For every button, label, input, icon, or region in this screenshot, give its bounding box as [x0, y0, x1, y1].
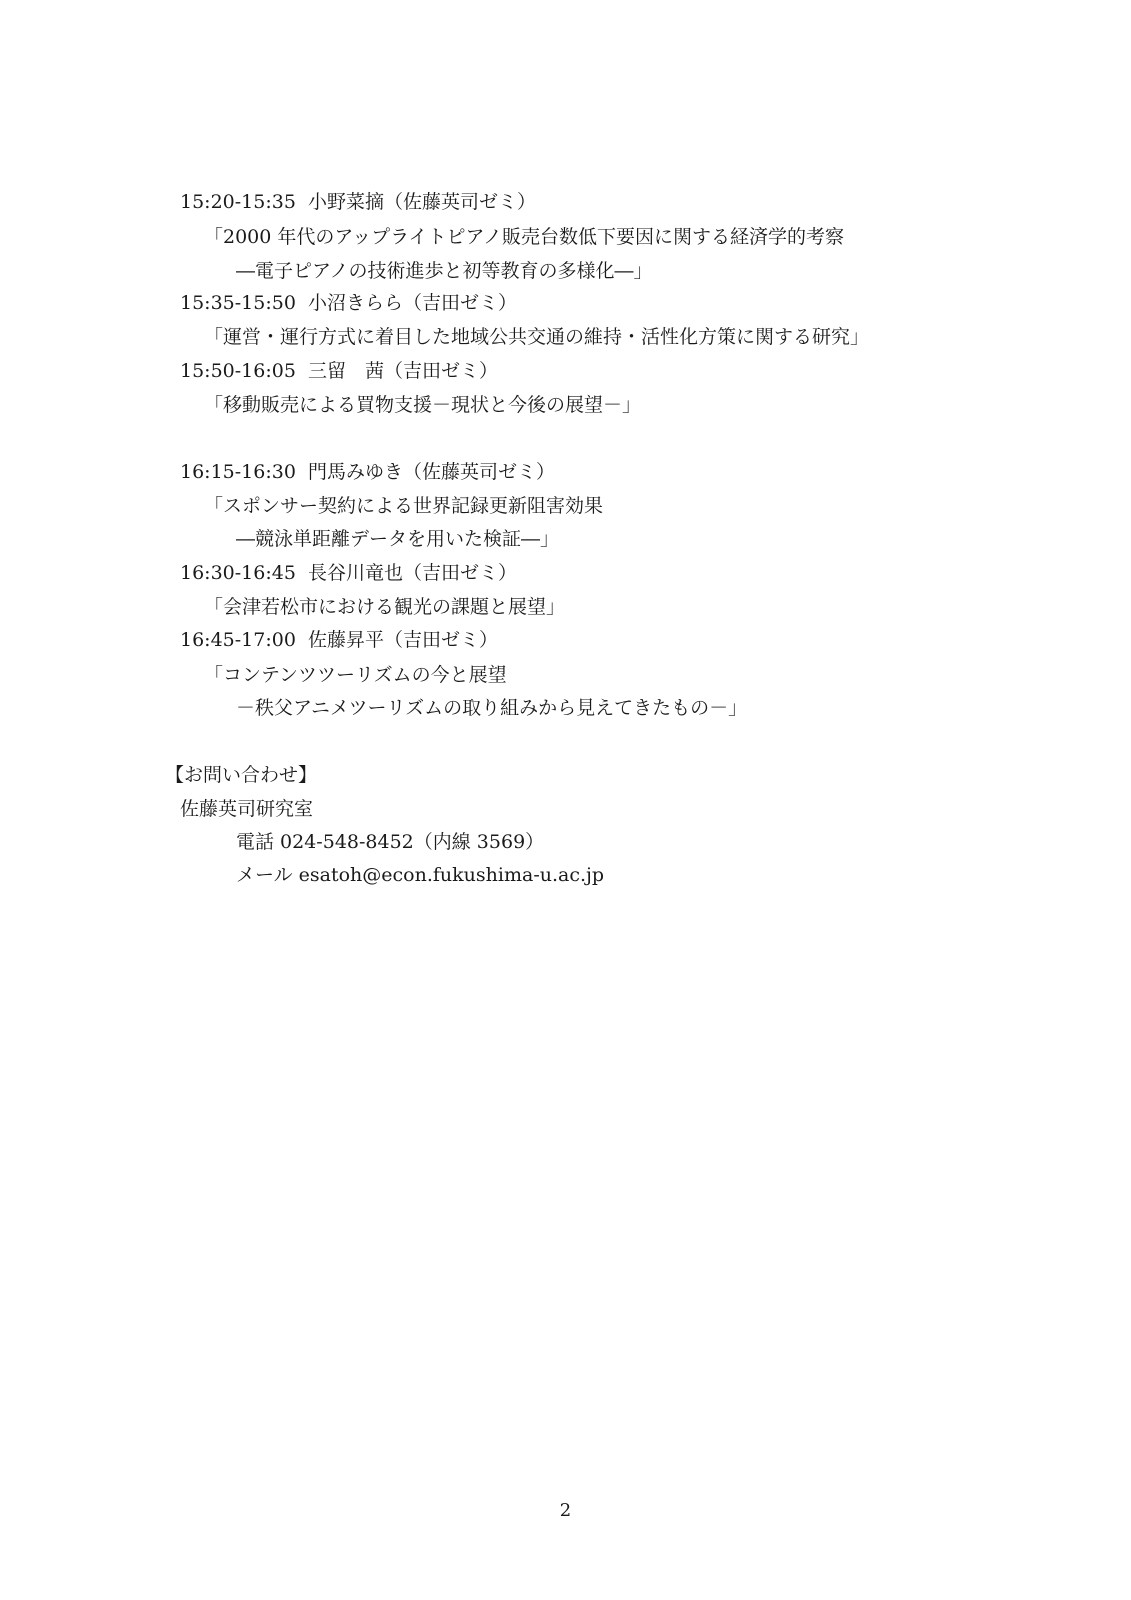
session-3-title-line-1: 「移動販売による買物支援－現状と今後の展望－」 — [204, 394, 642, 416]
session-4-header — [180, 463, 555, 482]
session-5-time: 16:30-16:45 — [180, 562, 296, 584]
contact-office: 佐藤英司研究室 — [180, 798, 314, 820]
session-3-time: 15:50-16:05 — [180, 360, 296, 382]
session-5-presenter: 長谷川竜也（吉田ゼミ） — [308, 562, 518, 584]
session-2-presenter: 小沼きらら（吉田ゼミ） — [308, 292, 518, 314]
contact-phone: 電話 024-548-8452（内線 3569） — [236, 831, 545, 853]
session-4-title-line-2: ―競泳単距離データを用いた検証―」 — [236, 528, 560, 550]
page-number: 2 — [559, 1500, 572, 1521]
session-6-header — [180, 631, 498, 650]
session-4-presenter: 門馬みゆき（佐藤英司ゼミ） — [308, 461, 556, 483]
session-4-title-line-1: 「スポンサー契約による世界記録更新阻害効果 — [204, 495, 604, 517]
session-4-time: 16:15-16:30 — [180, 461, 296, 483]
session-1-time: 15:20-15:35 — [180, 191, 296, 213]
session-1-title-line-2: ―電子ピアノの技術進歩と初等教育の多様化―」 — [236, 260, 653, 282]
session-5-title-line-1: 「会津若松市における観光の課題と展望」 — [204, 596, 566, 618]
session-3-presenter: 三留 茜（吉田ゼミ） — [308, 360, 499, 382]
session-1-header — [180, 193, 536, 212]
session-6-title-line-1: 「コンテンツツーリズムの今と展望 — [204, 664, 507, 686]
session-2-time: 15:35-15:50 — [180, 292, 296, 314]
contact-heading: 【お問い合わせ】 — [165, 764, 318, 786]
session-2-title-line-1: 「運営・運行方式に着目した地域公共交通の維持・活性化方策に関する研究」 — [204, 326, 870, 348]
session-1-title-line-1: 「2000 年代のアップライトピアノ販売台数低下要因に関する経済学的考察 — [204, 226, 844, 248]
session-6-time: 16:45-17:00 — [180, 629, 296, 651]
session-1-presenter: 小野菜摘（佐藤英司ゼミ） — [308, 191, 537, 213]
contact-email: メール esatoh@econ.fukushima-u.ac.jp — [236, 864, 605, 886]
session-6-title-line-2: －秩父アニメツーリズムの取り組みから見えてきたもの－」 — [236, 697, 748, 719]
session-2-header — [180, 294, 517, 313]
session-6-presenter: 佐藤昇平（吉田ゼミ） — [308, 629, 499, 651]
session-5-header — [180, 564, 517, 583]
session-3-header — [180, 362, 498, 381]
